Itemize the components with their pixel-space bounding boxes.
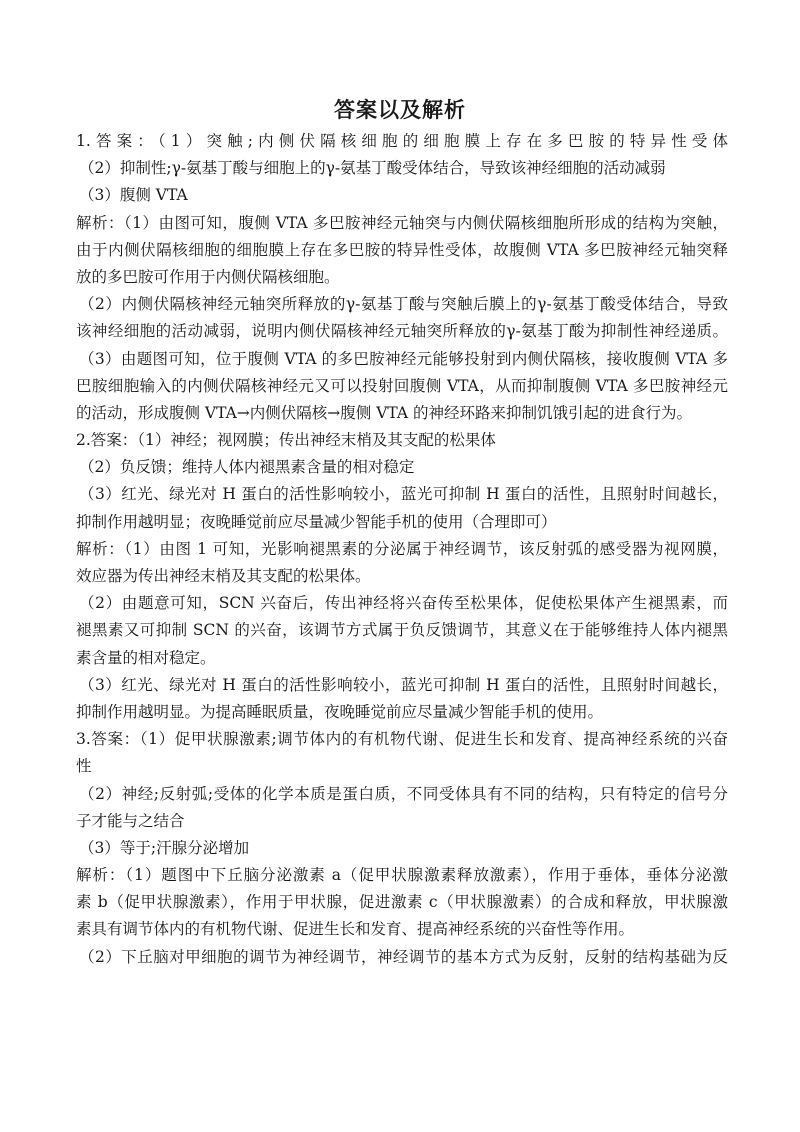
q3-explanation-line: 素 b（促甲状腺激素），作用于甲状腺，促进激素 c（甲状腺激素）的合成和释放，甲状腺激 bbox=[76, 893, 728, 912]
q3-explanation-line: 素具有调节体内的有机物代谢、促进生长和发育、提高神经系统的兴奋性等作用。 bbox=[76, 920, 635, 939]
q2-answer-line: 2.答案：（1）神经；视网膜；传出神经末梢及其支配的松果体 bbox=[76, 431, 496, 450]
q2-explanation-line: （2）由题意可知，SCN 兴奋后，传出神经将兴奋传至松果体，促使松果体产生褪黑素，而 bbox=[79, 594, 728, 613]
q2-explanation-line: 抑制作用越明显。为提高睡眠质量，夜晚睡觉前应尽量减少智能手机的使用。 bbox=[76, 702, 604, 721]
q3-answer-part3: （3）等于;汗腺分泌增加 bbox=[79, 838, 250, 857]
q1-explanation-line: 放的多巴胺可作用于内侧伏隔核细胞。 bbox=[76, 267, 340, 286]
q1-answer-part2: （2）抑制性;γ-氨基丁酸与细胞上的γ-氨基丁酸受体结合，导致该神经细胞的活动减弱 bbox=[79, 159, 666, 178]
q3-answer-part2: 子才能与之结合 bbox=[76, 811, 185, 830]
q2-explanation-line: （3）红光、绿光对 H 蛋白的活性影响较小，蓝光可抑制 H 蛋白的活性，且照射时间越长， bbox=[79, 675, 728, 694]
q1-answer-part3: （3）腹侧 VTA bbox=[79, 186, 188, 205]
q1-answer-line: 1.答案：（1）突触;内侧伏隔核细胞的细胞膜上存在多巴胺的特异性受体 bbox=[76, 132, 728, 150]
q2-explanation-line: 褪黑素又可抑制 SCN 的兴奋，该调节方式属于负反馈调节，其意义在于能够维持人体内褪黑 bbox=[76, 621, 728, 640]
q2-explanation-line: 效应器为传出神经末梢及其支配的松果体。 bbox=[76, 567, 371, 585]
q2-answer-part3: 抑制作用越明显；夜晚睡觉前应尽量减少智能手机的使用（合理即可） bbox=[76, 512, 557, 531]
q1-explanation-line: 由于内侧伏隔核细胞的细胞膜上存在多巴胺的特异性受体，故腹侧 VTA 多巴胺神经元轴突释 bbox=[76, 240, 728, 259]
page-title: 答案以及解析 bbox=[334, 98, 466, 122]
q1-explanation-line: 该神经细胞的活动减弱，说明内侧伏隔核神经元轴突所释放的γ-氨基丁酸为抑制性神经递质。 bbox=[76, 322, 728, 341]
q1-explanation-line: 巴胺细胞输入的内侧伏隔核神经元又可以投射回腹侧 VTA，从而抑制腹侧 VTA 多巴胺神经元 bbox=[76, 376, 728, 395]
q1-explanation-line: 的活动，形成腹侧 VTA→内侧伏隔核→腹侧 VTA 的神经环路来抑制饥饿引起的进食行为。 bbox=[76, 403, 693, 422]
q2-answer-part2: （2）负反馈；维持人体内褪黑素含量的相对稳定 bbox=[79, 458, 415, 477]
q1-explanation-line: （2）内侧伏隔核神经元轴突所释放的γ-氨基丁酸与突触后膜上的γ-氨基丁酸受体结合，导致 bbox=[79, 295, 728, 314]
q2-explanation-line: 素含量的相对稳定。 bbox=[76, 648, 216, 667]
q1-explanation-line: 解析：（1）由图可知，腹侧 VTA 多巴胺神经元轴突与内侧伏隔核细胞所形成的结构为突触， bbox=[76, 213, 728, 232]
q3-explanation-line: （2）下丘脑对甲细胞的调节为神经调节，神经调节的基本方式为反射，反射的结构基础为反 bbox=[79, 947, 728, 966]
q3-answer-part2: （2）神经;反射弧;受体的化学本质是蛋白质，不同受体具有不同的结构，只有特定的信号分 bbox=[79, 784, 728, 803]
q2-explanation-line: 解析：（1）由图 1 可知，光影响褪黑素的分泌属于神经调节，该反射弧的感受器为视网膜， bbox=[76, 539, 728, 558]
q1-explanation-line: （3）由题图可知，位于腹侧 VTA 的多巴胺神经元能够投射到内侧伏隔核，接收腹侧 VTA 多 bbox=[79, 349, 728, 368]
q3-answer-line: 3.答案：（1）促甲状腺激素;调节体内的有机物代谢、促进生长和发育、提高神经系统的兴奋 bbox=[76, 730, 728, 749]
q3-answer-line: 性 bbox=[76, 757, 92, 776]
q3-explanation-line: 解析：（1）题图中下丘脑分泌激素 a（促甲状腺激素释放激素），作用于垂体，垂体分泌激 bbox=[76, 866, 728, 885]
q2-answer-part3: （3）红光、绿光对 H 蛋白的活性影响较小，蓝光可抑制 H 蛋白的活性，且照射时间越长， bbox=[79, 485, 728, 504]
answer-content bbox=[76, 128, 728, 971]
